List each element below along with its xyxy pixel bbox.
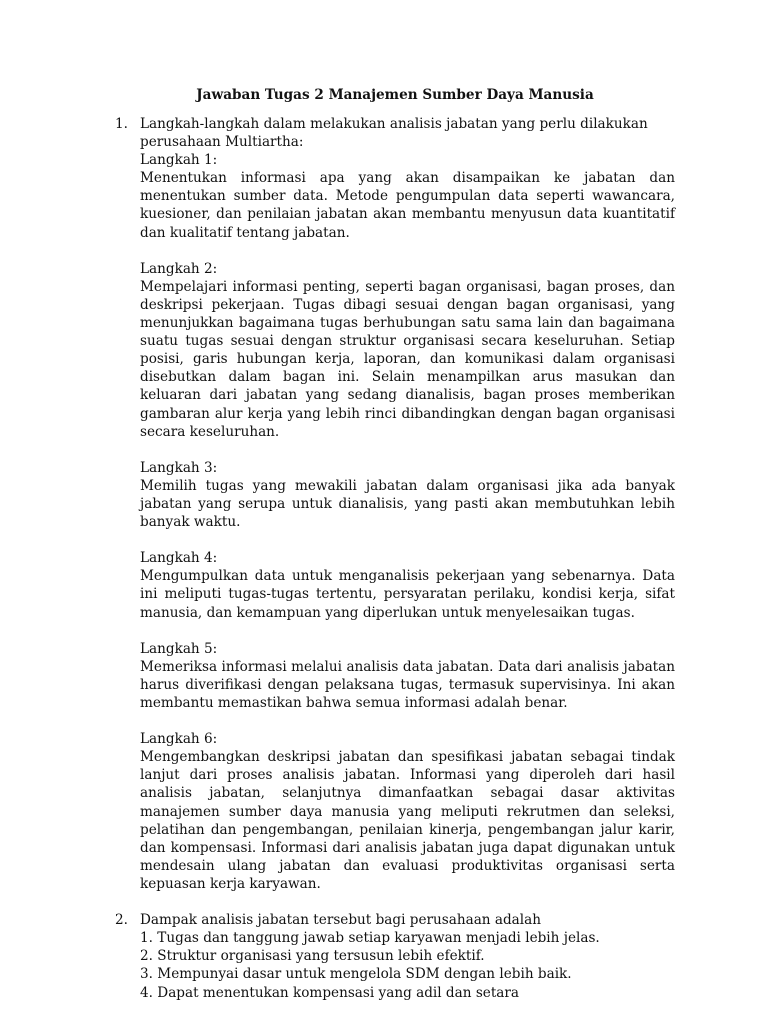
step-label: Langkah 2: xyxy=(140,260,218,277)
list-item: 4. Dapat menentukan kompensasi yang adil dan setara xyxy=(140,984,520,1001)
step-3 xyxy=(140,459,675,531)
step-text: Menentukan informasi apa yang akan disampaikan ke jabatan dan menentukan sumber data. Metode pengumpulan data seperti wawancara, kuesioner, dan penilaian jabatan akan membantu menyusun data kuantitatif dan kualitatif tentang jabatan. xyxy=(140,170,675,241)
step-label: Langkah 4: xyxy=(140,550,218,567)
list-item: 2. Struktur organisasi yang tersusun lebih efektif. xyxy=(140,948,485,965)
step-4 xyxy=(140,549,675,621)
answer-item-1 xyxy=(115,115,675,893)
step-text: Memilih tugas yang mewakili jabatan dalam organisasi jika ada banyak jabatan yang serupa untuk dianalisis, yang pasti akan membutuhkan lebih banyak waktu. xyxy=(140,477,675,531)
list-item: 1. Tugas dan tanggung jawab setiap karyawan menjadi lebih jelas. xyxy=(140,930,600,947)
step-text: Mengembangkan deskripsi jabatan dan spesifikasi jabatan sebagai tindak lanjut dari proses analisis jabatan. Informasi yang diperoleh dari hasil analisis jabatan, selanjutnya dimanfaatkan sebagai dasar aktivitas manajemen sumber daya manusia yang meliputi rekrutmen dan seleksi, pelatihan dan pengembangan, penilaian kinerja, pengembangan jalur karir, dan kompensasi. Informasi dari analisis jabatan juga dapat digunakan untuk mendesain ulang jabatan dan evaluasi produktivitas organisasi serta kepuasan kerja karyawan. xyxy=(140,749,675,892)
item-number: 1. xyxy=(115,116,128,132)
step-text: Mempelajari informasi penting, seperti bagan organisasi, bagan proses, dan deskripsi pekerjaan. Tugas dibagi sesuai dengan bagan organisasi, yang menunjukkan bagaimana tugas berhubungan satu sama lain dan bagaimana suatu tugas sesuai dengan struktur organisasi secara keseluruhan. Setiap posisi, garis hubungan kerja, laporan, dan komunikasi dalam organisasi disebutkan dalam bagan ini. Selain menampilkan arus masukan dan keluaran dari jabatan yang sedang dianalisis, bagan proses memberikan gambaran alur kerja yang lebih rinci dibandingkan dengan bagan organisasi secara keseluruhan. xyxy=(140,278,675,440)
item-number: 2. xyxy=(115,912,128,929)
answer-item-2 xyxy=(115,911,675,1001)
step-6 xyxy=(140,730,675,893)
document-title: Jawaban Tugas 2 Manajemen Sumber Daya Manusia xyxy=(196,87,594,103)
step-1 xyxy=(140,151,675,241)
step-text: Mengumpulkan data untuk menganalisis pekerjaan yang sebenarnya. Data ini meliputi tugas-tugas tertentu, persyaratan perilaku, kondisi kerja, sifat manusia, dan kemampuan yang diperlukan untuk menyelesaikan tugas. xyxy=(140,568,675,621)
step-text: Memeriksa informasi melalui analisis data jabatan. Data dari analisis jabatan harus diverifikasi dengan pelaksana tugas, termasuk supervisinya. Ini akan membantu memastikan bahwa semua informasi adalah benar. xyxy=(140,658,675,711)
step-label: Langkah 6: xyxy=(140,731,218,748)
step-label: Langkah 5: xyxy=(140,640,218,657)
step-2 xyxy=(140,260,675,441)
list-item: 3. Mempunyai dasar untuk mengelola SDM dengan lebih baik. xyxy=(140,966,572,983)
step-label: Langkah 3: xyxy=(140,459,218,476)
item-body xyxy=(140,115,675,893)
item-intro: Dampak analisis jabatan tersebut bagi perusahaan adalah xyxy=(140,912,541,929)
step-5 xyxy=(140,640,675,712)
item-body xyxy=(140,911,675,1001)
step-label: Langkah 1: xyxy=(140,152,218,169)
item-intro: Langkah-langkah dalam melakukan analisis jabatan yang perlu dilakukan perusahaan Multiartha: xyxy=(140,116,648,151)
answer-list xyxy=(115,115,675,1002)
